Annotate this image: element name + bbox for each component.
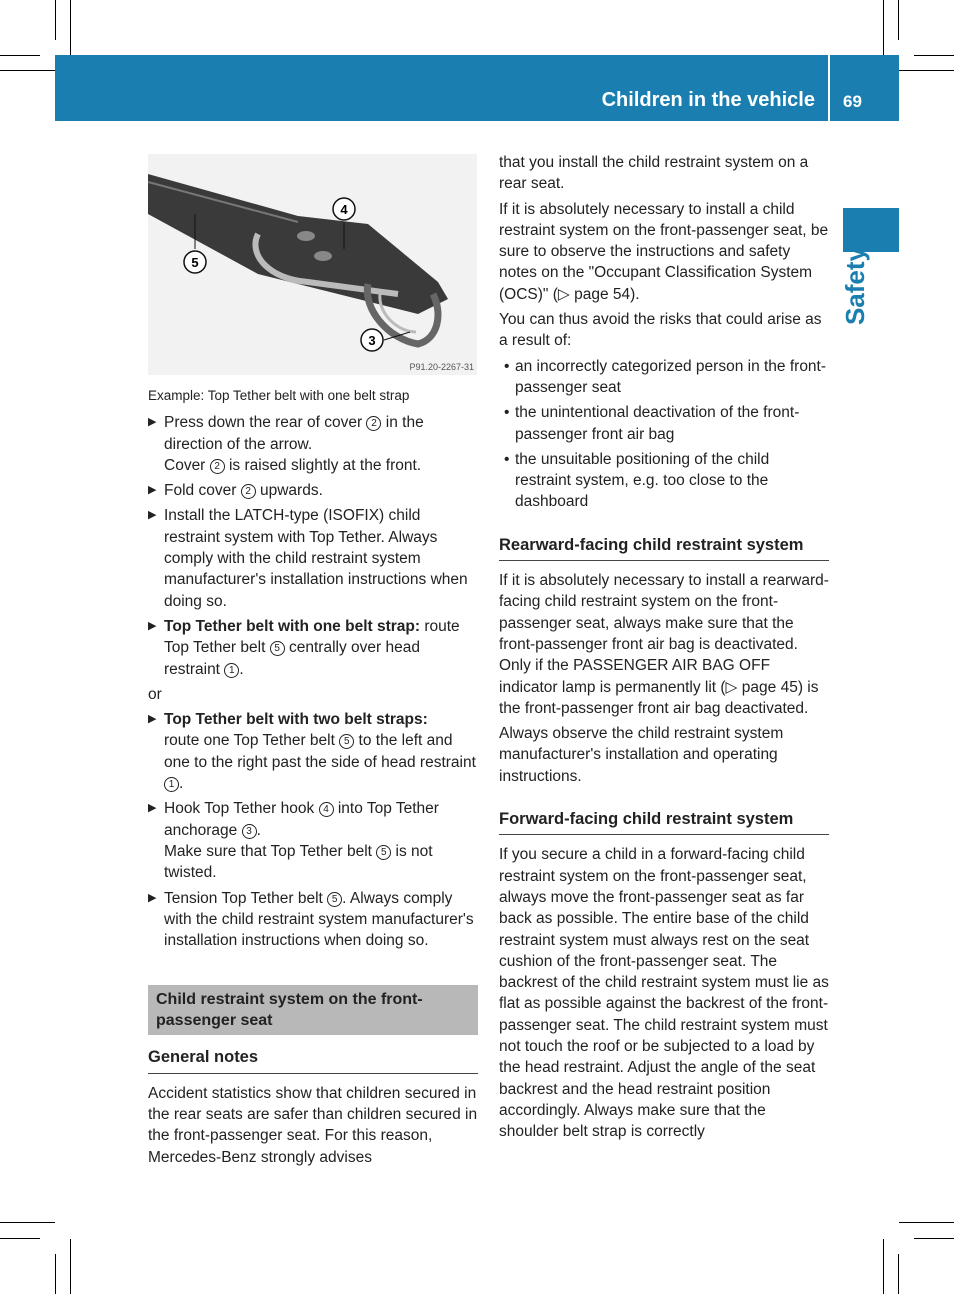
page-number: 69 — [843, 92, 862, 111]
text: an incorrectly categorized person in the front-passenger seat — [515, 357, 827, 396]
crop-mark — [70, 0, 71, 55]
callout-number: 5 — [327, 892, 342, 907]
paragraph: If it is absolutely necessary to install a child restraint system on the front-passenger seat, be sure to observe the instructions and safety notes on the "Occupant Classification System (OCS)" (▷ page 54). — [499, 200, 829, 303]
general-notes-text: Accident statistics show that children secured in the rear seats are safer than children secured in the front-passenger seat. For this reason, Mercedes-Benz strongly advises — [148, 1084, 478, 1166]
step-arrow-icon: ▶ — [148, 802, 157, 815]
figure-ref-code: P91.20-2267-31 — [409, 362, 474, 372]
text: Press down the rear of cover — [164, 414, 367, 432]
text: is not twisted. — [164, 842, 433, 882]
or-text: or — [148, 685, 162, 703]
bullet-icon: • — [504, 404, 510, 422]
callout-number: 1 — [164, 777, 179, 792]
text: Make sure that Top Tether belt — [164, 842, 377, 860]
crop-mark — [914, 55, 954, 56]
text: the unsuitable positioning of the child restraint system, e.g. too close to the dashboard — [515, 450, 770, 511]
paragraph: that you install the child restraint system on a rear seat. — [499, 154, 809, 193]
paragraph: If you secure a child in a forward-facing child restraint system on the front-passenger seat, always move the front-passenger seat as far back as possible. The entire base of the child restraint system must always rest on the seat cushion of the front-passenger seat. The backrest of the child restraint system must lie as flat as possible against the backrest of the front-passenger seat. The child restraint system must not touch the roof or be subjected to a load by the head restraint. Adjust the angle of the seat backrest and the head restraint position accordingly. Always make sure that the shoulder belt strap is correctly — [499, 846, 829, 1141]
text: . Always comply with the child restraint system manufacturer's installation instructions when doing so. — [164, 889, 474, 950]
crop-mark — [0, 55, 40, 56]
crop-mark — [883, 1239, 884, 1294]
text: to the left and one to the right past the side of head restraint — [164, 732, 476, 771]
step-install-latch — [148, 505, 478, 611]
text: upwards. — [255, 482, 323, 500]
text: centrally over head restraint — [164, 639, 420, 678]
step-press-cover — [148, 412, 478, 476]
callout-number: 5 — [376, 845, 391, 860]
rearward-heading: Rearward-facing child restraint system — [499, 535, 829, 561]
step-arrow-icon: ▶ — [148, 416, 157, 429]
bullet-icon: • — [504, 357, 510, 375]
crop-mark — [898, 1254, 899, 1294]
text: into Top Tether anchorage — [164, 800, 439, 839]
crop-mark — [0, 1238, 40, 1239]
crop-mark — [898, 0, 899, 40]
belt-drawing — [148, 154, 477, 375]
text: the unintentional deactivation of the front-passenger front air bag — [515, 404, 800, 443]
top-tether-illustration — [148, 154, 477, 375]
paragraph: Always observe the child restraint system manufacturer's installation and operating instructions. — [499, 725, 784, 785]
page-header — [55, 55, 899, 121]
header-divider — [828, 55, 830, 121]
forward-heading: Forward-facing child restraint system — [499, 809, 829, 835]
callout-number: 2 — [366, 416, 381, 431]
bold-label: Top Tether belt with two belt straps: — [164, 711, 428, 729]
callout-5: 5 — [191, 255, 199, 270]
step-arrow-icon: ▶ — [148, 484, 157, 497]
crop-mark — [55, 0, 56, 40]
text: Tension Top Tether belt — [164, 889, 328, 907]
text: Install the LATCH-type (ISOFIX) child restraint system with Top Tether. Always comply with the child restraint system manufacturer's installation instructions when doing so. — [164, 507, 468, 610]
text: is raised slightly at the front. — [224, 456, 422, 474]
step-tension — [148, 888, 478, 952]
list-item — [499, 356, 829, 399]
callout-number: 1 — [224, 663, 239, 678]
list-item — [499, 449, 829, 513]
section-heading: Child restraint system on the front-passenger seat — [148, 985, 478, 1035]
step-two-straps — [148, 709, 478, 794]
callout-number: 2 — [210, 459, 225, 474]
text: route one Top Tether belt — [164, 732, 340, 750]
step-arrow-icon: ▶ — [148, 619, 157, 632]
callout-number: 3 — [242, 824, 257, 839]
step-fold-cover — [148, 480, 478, 501]
figure-caption: Example: Top Tether belt with one belt strap — [148, 388, 410, 403]
text: route Top Tether belt — [164, 617, 460, 657]
step-hook — [148, 798, 478, 883]
side-tab-label: Safety — [840, 246, 870, 326]
paragraph: If it is absolutely necessary to install a rearward-facing child restraint system on the front-passenger seat, always make sure that the front-passenger front air bag is deactivated. Only if the PASSENGER AIR BAG OFF indicator lamp is permanently lit (▷ page 45) is the front-passenger front air bag deactivated. — [499, 572, 829, 717]
crop-mark — [0, 70, 55, 71]
callout-4: 4 — [340, 202, 348, 217]
callout-number: 4 — [319, 802, 334, 817]
step-arrow-icon: ▶ — [148, 509, 157, 522]
text: . — [179, 775, 184, 793]
callout-number: 5 — [339, 734, 354, 749]
text: Cover — [164, 456, 210, 474]
crop-mark — [70, 1239, 71, 1294]
step-arrow-icon: ▶ — [148, 713, 157, 726]
right-column — [499, 152, 829, 1146]
text: . — [256, 821, 261, 839]
left-column — [148, 154, 478, 1172]
text: . — [239, 660, 244, 678]
paragraph: You can thus avoid the risks that could arise as a result of: — [499, 311, 822, 350]
crop-mark — [914, 1238, 954, 1239]
crop-mark — [899, 70, 954, 71]
step-one-strap — [148, 616, 478, 680]
chapter-title: Children in the vehicle — [601, 89, 815, 111]
text: Hook Top Tether hook — [164, 800, 319, 818]
crop-mark — [899, 1222, 954, 1223]
general-notes-heading: General notes — [148, 1047, 478, 1073]
crop-mark — [883, 0, 884, 55]
bold-label: Top Tether belt with one belt strap: — [164, 617, 421, 635]
crop-mark — [55, 1254, 56, 1294]
list-item — [499, 402, 829, 445]
step-arrow-icon: ▶ — [148, 891, 157, 904]
callout-number: 5 — [270, 641, 285, 656]
callout-3: 3 — [368, 333, 376, 348]
text: in the direction of the arrow. — [164, 414, 424, 453]
crop-mark — [0, 1222, 55, 1223]
text: Fold cover — [164, 482, 241, 500]
bullet-icon: • — [504, 450, 510, 468]
callout-number: 2 — [241, 484, 256, 499]
